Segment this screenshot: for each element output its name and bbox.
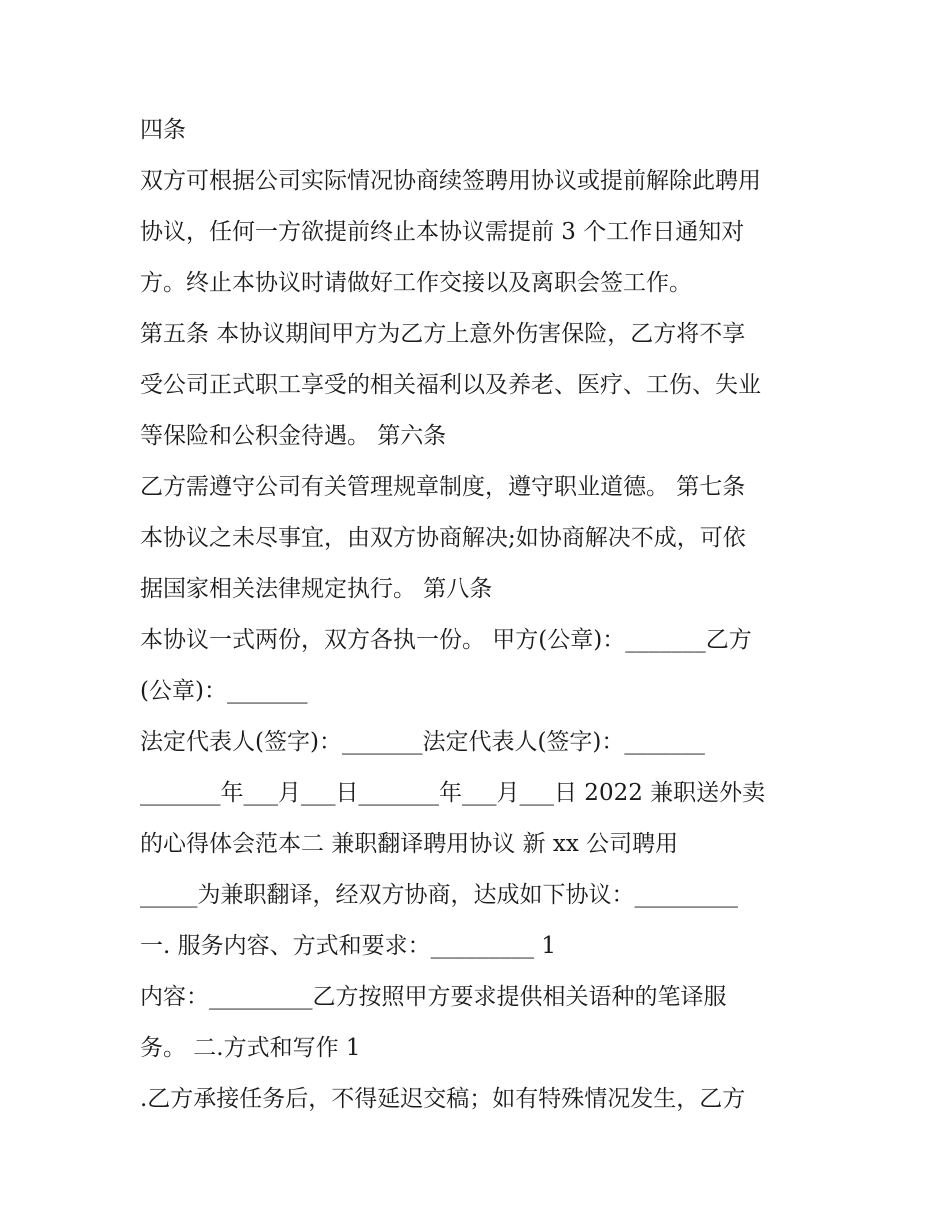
text-line-2: 双方可根据公司实际情况协商续签聘用协议或提前解除此聘用: [140, 168, 761, 194]
text-line-3: 协议，任何一方欲提前终止本协议需提前 3 个工作日通知对: [140, 219, 745, 245]
text-line-19: 务。 二.方式和写作 1: [140, 1035, 361, 1061]
text-line-5: 第五条 本协议期间甲方为乙方上意外伤害保险，乙方将不享: [140, 321, 746, 347]
text-line-10: 据国家相关法律规定执行。 第八条: [140, 576, 493, 602]
text-line-7: 等保险和公积金待遇。 第六条: [140, 423, 447, 449]
text-line-17: 一. 服务内容、方式和要求：_________ 1: [140, 933, 557, 959]
text-line-12: (公章)：_______: [140, 678, 308, 704]
text-line-1: 四条: [140, 117, 186, 143]
text-line-16: _____为兼职翻译，经双方协商，达成如下协议：_________: [140, 882, 738, 908]
text-line-18: 内容：_________乙方按照甲方要求提供相关语种的笔译服: [140, 984, 727, 1010]
text-line-14: _______年___月___日_______年___月___日 2022 兼职送外卖: [140, 780, 766, 806]
text-line-6: 受公司正式职工享受的相关福利以及养老、医疗、工伤、失业: [140, 372, 761, 398]
text-line-15: 的心得体会范本二 兼职翻译聘用协议 新 xx 公司聘用: [140, 831, 679, 857]
text-line-13: 法定代表人(签字)：_______法定代表人(签字)：_______: [140, 729, 705, 755]
text-line-11: 本协议一式两份，双方各执一份。 甲方(公章)：_______乙方: [140, 627, 752, 653]
text-line-8: 乙方需遵守公司有关管理规章制度，遵守职业道德。 第七条: [140, 474, 746, 500]
text-line-9: 本协议之未尽事宜，由双方协商解决;如协商解决不成，可依: [140, 525, 746, 551]
text-line-20: .乙方承接任务后，不得延迟交稿；如有特殊情况发生，乙方: [140, 1086, 746, 1112]
text-line-4: 方。终止本协议时请做好工作交接以及离职会签工作。: [140, 270, 692, 296]
